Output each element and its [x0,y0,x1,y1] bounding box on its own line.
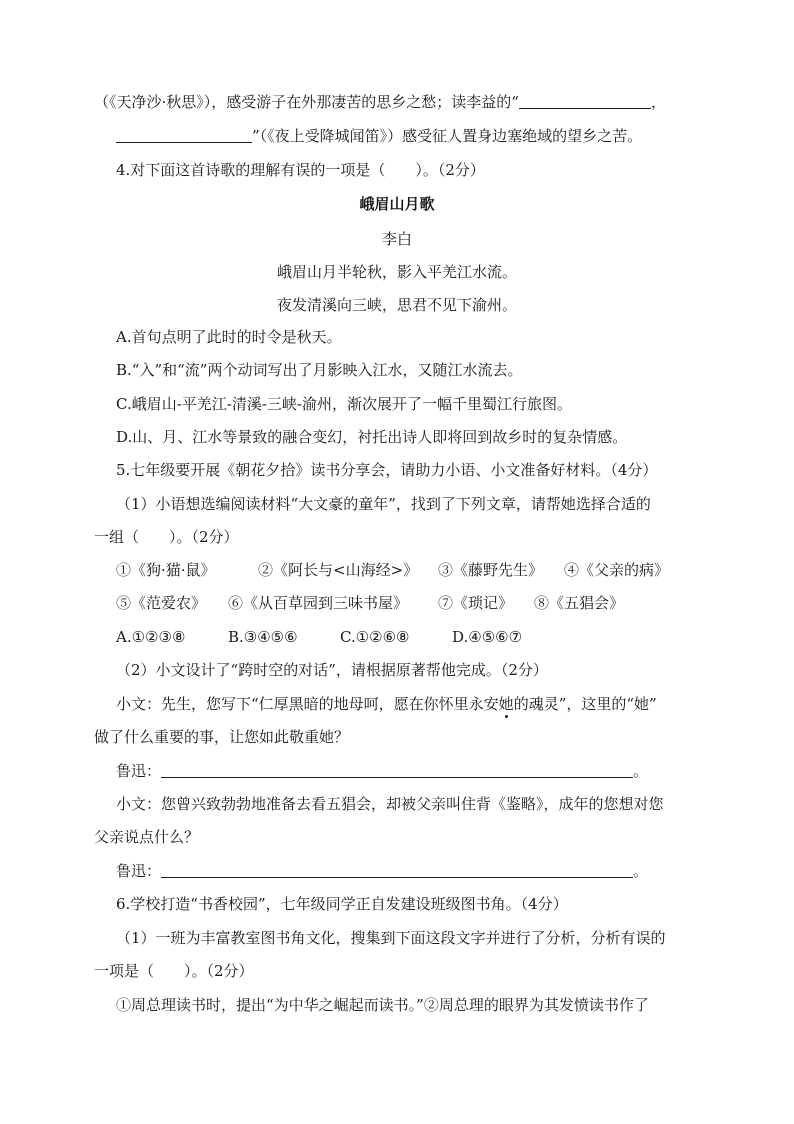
answer-blank[interactable] [519,93,651,109]
choice-c: C.①②⑥⑧ [340,628,410,646]
answer-line [116,761,648,781]
q5-sub2: （2）小文设计了“跨时空的对话”，请根据原著帮他完成。（2分） [116,661,548,679]
q6-sub1-line2: 一项是（ ）。（2分） [94,962,254,980]
q3-line1 [94,92,666,112]
answer-label: 鲁迅： [116,762,162,780]
dialogue-line: 父亲说点什么？ [94,828,200,846]
q6-sub1-line1: （1）一班为丰富教室图书角文化，搜集到下面这段文字并进行了分析，分析有误的 [116,929,666,947]
end-mark: 。 [633,762,649,780]
book-item: ①《狗·猫·鼠》 [116,561,216,579]
book-item: ⑤《范爱农》 [116,594,207,612]
answer-line [116,861,648,881]
answer-blank[interactable] [116,127,252,143]
dialogue-text: 的魂灵”，这里的“她” [513,695,657,713]
q4-stem: 4.对下面这首诗歌的理解有误的一项是（ ）。（2分） [116,161,485,179]
choice-b: B.③④⑤⑥ [228,628,298,646]
poem-line: 夜发清溪向三峡，思君不见下渝州。 [276,296,517,314]
book-item: ④《父亲的病》 [564,561,670,579]
answer-label: 鲁迅： [116,862,162,880]
emphasized-char: 她 [498,695,514,713]
end-mark: 。 [633,862,649,880]
q5-stem: 5.七年级要开展《朝花夕拾》读书分享会，请助力小语、小文准备好材料。（4分） [116,461,658,479]
dialogue-line [116,694,657,714]
poem-line: 峨眉山月半轮秋，影入平羌江水流。 [276,263,517,281]
dialogue-line: 小文：您曾兴致勃勃地准备去看五猖会，却被父亲叫住背《鉴略》，成年的您想对您 [116,795,664,813]
q3-comma: ， [650,93,666,111]
book-item: ②《阿长与<山海经>》 [258,561,419,579]
dialogue-line: 做了什么重要的事，让您如此敬重她？ [94,728,350,746]
q3-text-a: （《天净沙·秋思》），感受游子在外那凄苦的思乡之愁；读李益的“ [94,93,519,111]
q3-text-b: ”（《夜上受降城闻笛》）感受征人置身边塞绝域的望乡之苦。 [252,127,643,145]
dialogue-text: 小文：先生，您写下“仁厚黑暗的地母呵，愿在你怀里永安 [116,695,499,713]
book-item: ③《藤野先生》 [438,561,544,579]
poem-title: 峨眉山月歌 [359,195,435,213]
q6-stem: 6.学校打造“书香校园”，七年级同学正自发建设班级图书角。（4分） [116,895,568,913]
passage-line: ①周总理读书时，提出“为中华之崛起而读书。”②周总理的眼界为其发愤读书作了 [116,996,649,1014]
poem-author: 李白 [381,230,412,248]
answer-blank[interactable] [161,762,633,778]
q5-sub1-line1: （1）小语想选编阅读材料“大文豪的童年”，找到了下列文章，请帮她选择合适的 [116,495,651,513]
book-item: ⑧《五猖会》 [534,594,625,612]
option-a: A.首句点明了此时的时令是秋天。 [116,328,342,346]
q3-line2 [116,126,642,146]
choice-d: D.④⑤⑥⑦ [452,628,523,646]
book-item: ⑥《从百草园到三味书屋》 [228,594,409,612]
q5-sub1-line2: 一组（ ）。（2分） [94,528,239,546]
option-b: B.“入”和“流”两个动词写出了月影映入江水，又随江水流去。 [116,361,523,379]
option-c: C.峨眉山-平羌江-清溪-三峡-渝州，渐次展开了一幅千里蜀江行旅图。 [116,395,572,413]
answer-blank[interactable] [161,862,633,878]
book-item: ⑦《琐记》 [438,594,514,612]
option-d: D.山、月、江水等景致的融合变幻，衬托出诗人即将回到故乡时的复杂情感。 [116,428,628,446]
choice-a: A.①②③⑧ [116,628,186,646]
